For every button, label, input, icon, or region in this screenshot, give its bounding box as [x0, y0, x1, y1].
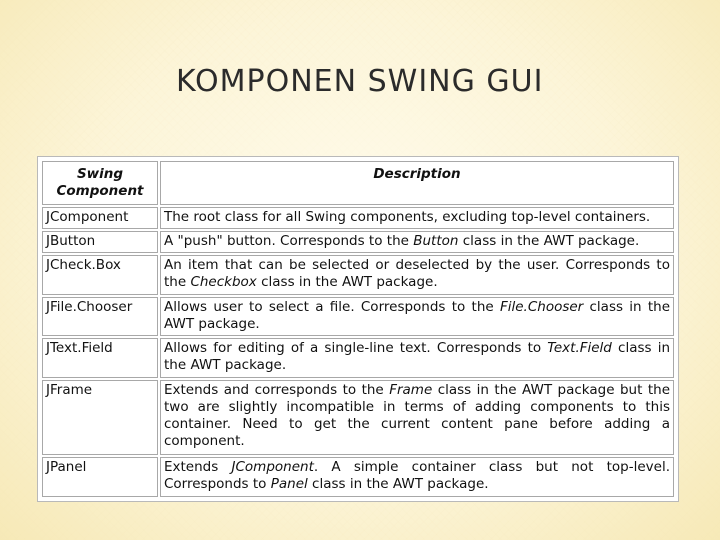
table-row — [42, 457, 674, 497]
component-description-cell — [160, 338, 674, 378]
description-text: Allows user to select a file. Corresponds to the — [164, 298, 500, 315]
component-description-cell — [160, 207, 674, 229]
awt-class-name: Frame — [389, 381, 433, 398]
awt-class-name: File.Chooser — [499, 298, 584, 315]
table-header-row — [42, 161, 674, 205]
description-text: class in the AWT package. — [164, 340, 670, 374]
header-description: Description — [160, 161, 674, 205]
description-text: class in the AWT package. — [164, 298, 670, 332]
component-name-cell: JPanel — [42, 457, 158, 497]
component-name-cell: JText.Field — [42, 338, 158, 378]
description-text: class in the AWT package. — [307, 476, 489, 493]
table-row — [42, 338, 674, 378]
awt-class-name: JComponent — [231, 459, 314, 476]
component-name-cell: JFrame — [42, 380, 158, 455]
components-table — [40, 159, 676, 499]
component-description-cell — [160, 231, 674, 253]
awt-class-name: Panel — [270, 476, 308, 493]
description-text: . A simple container class but not top-level. Corresponds to — [164, 459, 670, 493]
description-text: The root class for all Swing components, excluding top-level containers. — [164, 209, 651, 225]
component-description-cell — [160, 255, 674, 295]
awt-class-name: Checkbox — [190, 273, 257, 290]
component-name-cell: JCheck.Box — [42, 255, 158, 295]
component-name-cell: JComponent — [42, 207, 158, 229]
header-swing-component: Swing Component — [42, 161, 158, 205]
awt-class-name: Button — [413, 232, 459, 249]
table-row — [42, 297, 674, 337]
table-row — [42, 380, 674, 455]
description-text: A "push" button. Corresponds to the — [164, 232, 414, 249]
description-text: Extends — [164, 459, 232, 476]
table-row — [42, 231, 674, 253]
description-text: class in the AWT package. — [256, 273, 438, 290]
description-text: Allows for editing of a single-line text. Corresponds to — [164, 340, 548, 357]
swing-components-table — [37, 156, 679, 502]
component-description-cell — [160, 297, 674, 337]
slide-title: KOMPONEN SWING GUI — [176, 64, 544, 99]
component-name-cell: JButton — [42, 231, 158, 253]
table-row — [42, 207, 674, 229]
description-text: Extends and corresponds to the — [164, 381, 390, 398]
description-text: An item that can be selected or deselected by the user. Corresponds to the — [164, 256, 670, 290]
component-description-cell — [160, 457, 674, 497]
table-row — [42, 255, 674, 295]
component-name-cell: JFile.Chooser — [42, 297, 158, 337]
component-description-cell — [160, 380, 674, 455]
description-text: class in the AWT package but the two are slightly incompatible in terms of adding components to this container. Need to get the current content pane before adding a component. — [164, 381, 671, 449]
awt-class-name: Text.Field — [547, 340, 612, 357]
description-text: class in the AWT package. — [458, 232, 640, 249]
